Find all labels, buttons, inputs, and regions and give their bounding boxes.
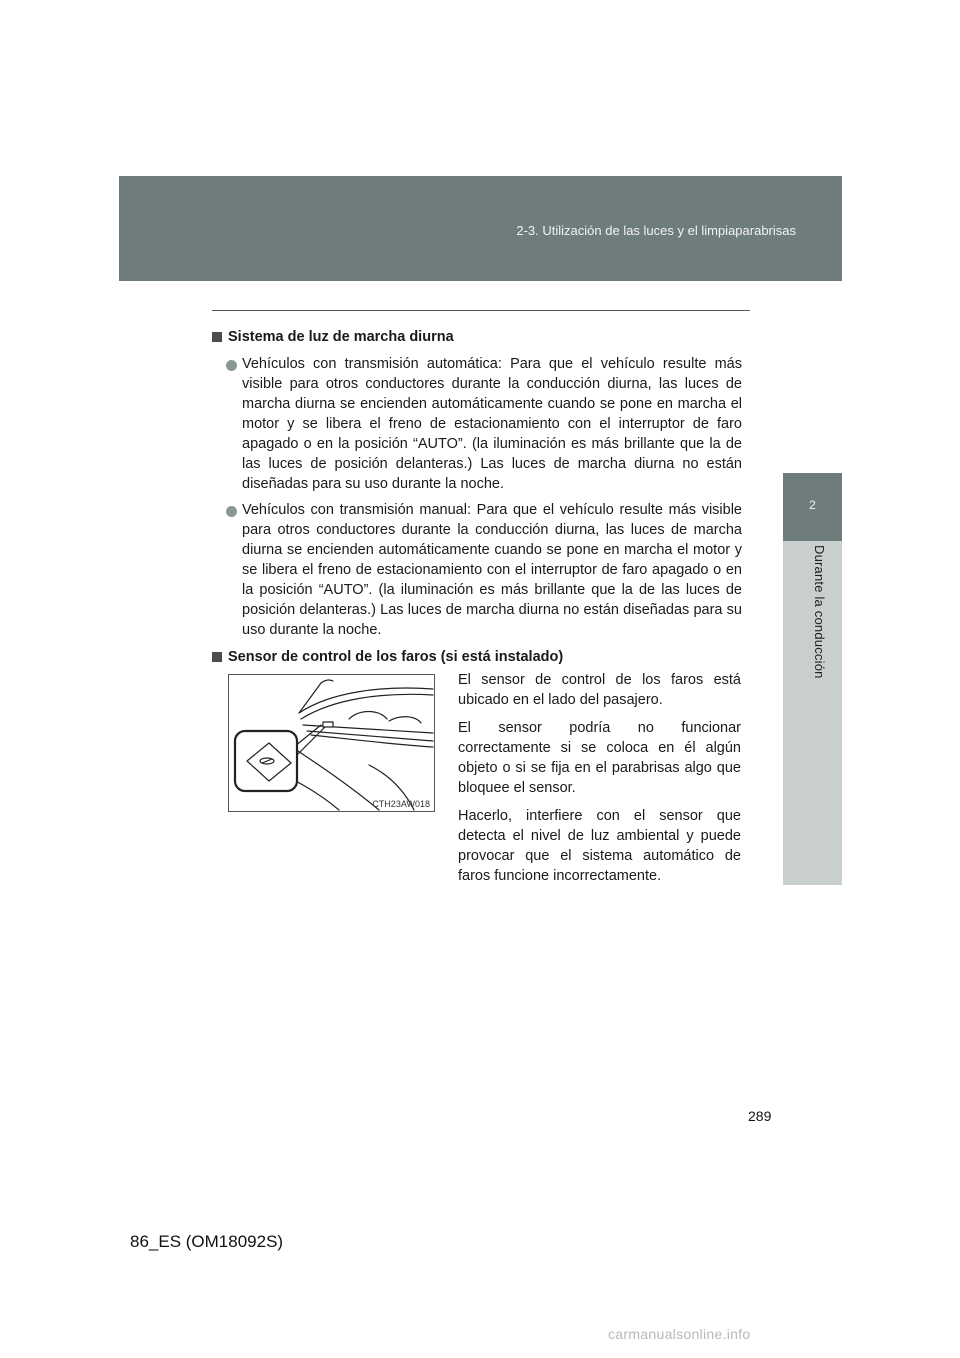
top-rule	[212, 310, 750, 311]
main-content	[212, 326, 742, 674]
chapter-number: 2	[809, 498, 816, 512]
bullet-text: Vehículos con transmisión automática: Para que el vehículo resulte más visible para otros conductores durante la conducción diurna, las luces de marcha diurna se encienden automáticamente cuando se pone en marcha el motor y se libera el freno de estacionamiento con el interruptor de faro apagado o en la posición “AUTO”. (la iluminación es más brillante que la de las luces de posición delanteras.) Las luces de marcha diurna no están diseñadas para su uso durante la noche.	[242, 356, 742, 492]
sensor-description	[458, 670, 741, 894]
circle-bullet-icon	[226, 360, 237, 371]
chapter-name: Durante la conducción	[812, 545, 827, 679]
sensor-paragraph: El sensor de control de los faros está ubicado en el lado del pasajero.	[458, 672, 741, 708]
section-title: 2-3. Utilización de las luces y el limpiaparabrisas	[516, 223, 796, 238]
page-number: 289	[748, 1108, 772, 1124]
section-heading-text: Sensor de control de los faros (si está instalado)	[228, 649, 564, 665]
header-band	[119, 176, 842, 281]
sensor-paragraph: El sensor podría no funcionar correctamente si se coloca en él algún objeto o si se fija en el parabrisas algo que bloquee el sensor.	[458, 720, 741, 796]
square-bullet-icon	[212, 332, 222, 342]
circle-bullet-icon	[226, 506, 237, 517]
document-code: 86_ES (OM18092S)	[130, 1232, 284, 1251]
chapter-tab	[783, 473, 842, 541]
square-bullet-icon	[212, 652, 222, 662]
section-heading-sensor	[212, 646, 742, 668]
bullet-item	[212, 500, 742, 640]
watermark: carmanualsonline.info	[608, 1326, 751, 1342]
figure-code: CTH23AW018	[372, 799, 430, 809]
sensor-paragraph: Hacerlo, interfiere con el sensor que detecta el nivel de luz ambiental y puede provocar que el sistema automático de faros funcione incorrectamente.	[458, 808, 741, 884]
windshield-sensor-drawing	[229, 675, 434, 811]
bullet-text: Vehículos con transmisión manual: Para que el vehículo resulte más visible para otros conductores durante la conducción diurna, las luces de marcha diurna se encienden automáticamente cuando se pone en marcha el motor y se libera el freno de estacionamiento con el interruptor de faro apagado o en la posición “AUTO”. (la iluminación es más brillante que la de las luces de posición delanteras.) Las luces de marcha diurna no están diseñadas para su uso durante la noche.	[242, 502, 742, 638]
bullet-item	[212, 354, 742, 494]
sensor-illustration	[228, 674, 435, 812]
section-heading-drl	[212, 326, 742, 348]
section-heading-text: Sistema de luz de marcha diurna	[228, 329, 454, 345]
